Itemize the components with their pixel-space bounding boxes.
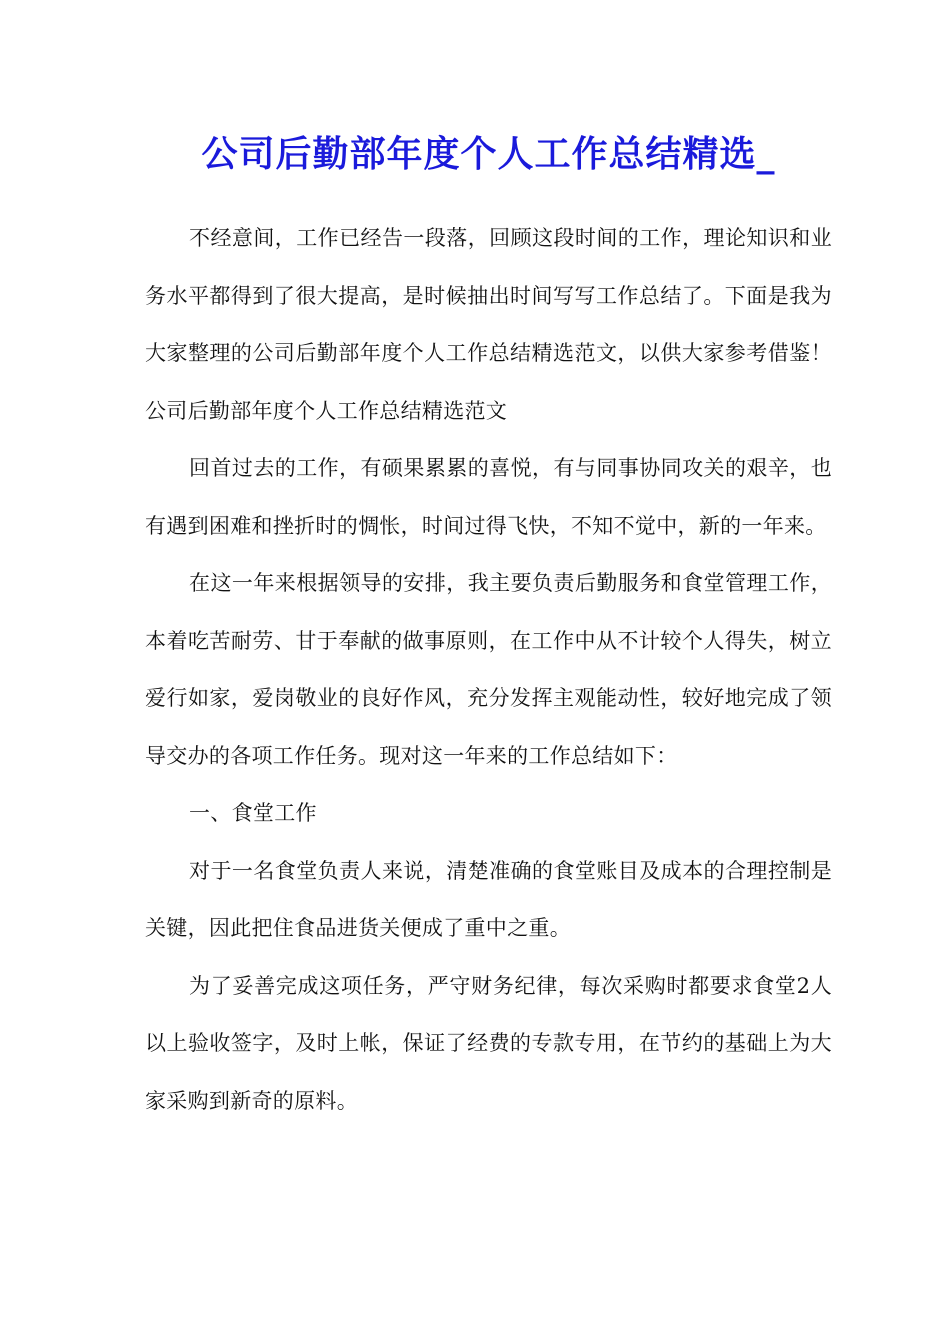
paragraph-duties: 在这一年来根据领导的安排，我主要负责后勤服务和食堂管理工作，本着吃苦耐劳、甘于奉献的做事原则，在工作中从不计较个人得失，树立爱行如家，爱岗敬业的良好作风，充分发挥主观能动性，较好地完成了领导交办的各项工作任务。现对这一年来的工作总结如下：: [145, 571, 832, 768]
document-title: 公司后勤部年度个人工作总结精选_: [201, 134, 776, 175]
paragraph-procurement: 为了妥善完成这项任务，严守财务纪律，每次采购时都要求食堂2人以上验收签字，及时上帐，保证了经费的专款专用，在节约的基础上为大家采购到新奇的原料。: [145, 973, 832, 1113]
paragraph-intro: 不经意间，工作已经告一段落，回顾这段时间的工作，理论知识和业务水平都得到了很大提高，是时候抽出时间写写工作总结了。下面是我为大家整理的公司后勤部年度个人工作总结精选范文，以供大家参考借鉴！公司后勤部年度个人工作总结精选范文: [145, 226, 832, 423]
section-heading-canteen: 一、食堂工作: [189, 801, 317, 825]
paragraph-canteen-accounts: 对于一名食堂负责人来说，清楚准确的食堂账目及成本的合理控制是关键，因此把住食品进货关便成了重中之重。: [145, 858, 832, 940]
document-body: [145, 210, 832, 1130]
paragraph-review: 回首过去的工作，有硕果累累的喜悦，有与同事协同攻关的艰辛，也有遇到困难和挫折时的惆怅，时间过得飞快，不知不觉中，新的一年来。: [145, 456, 832, 538]
